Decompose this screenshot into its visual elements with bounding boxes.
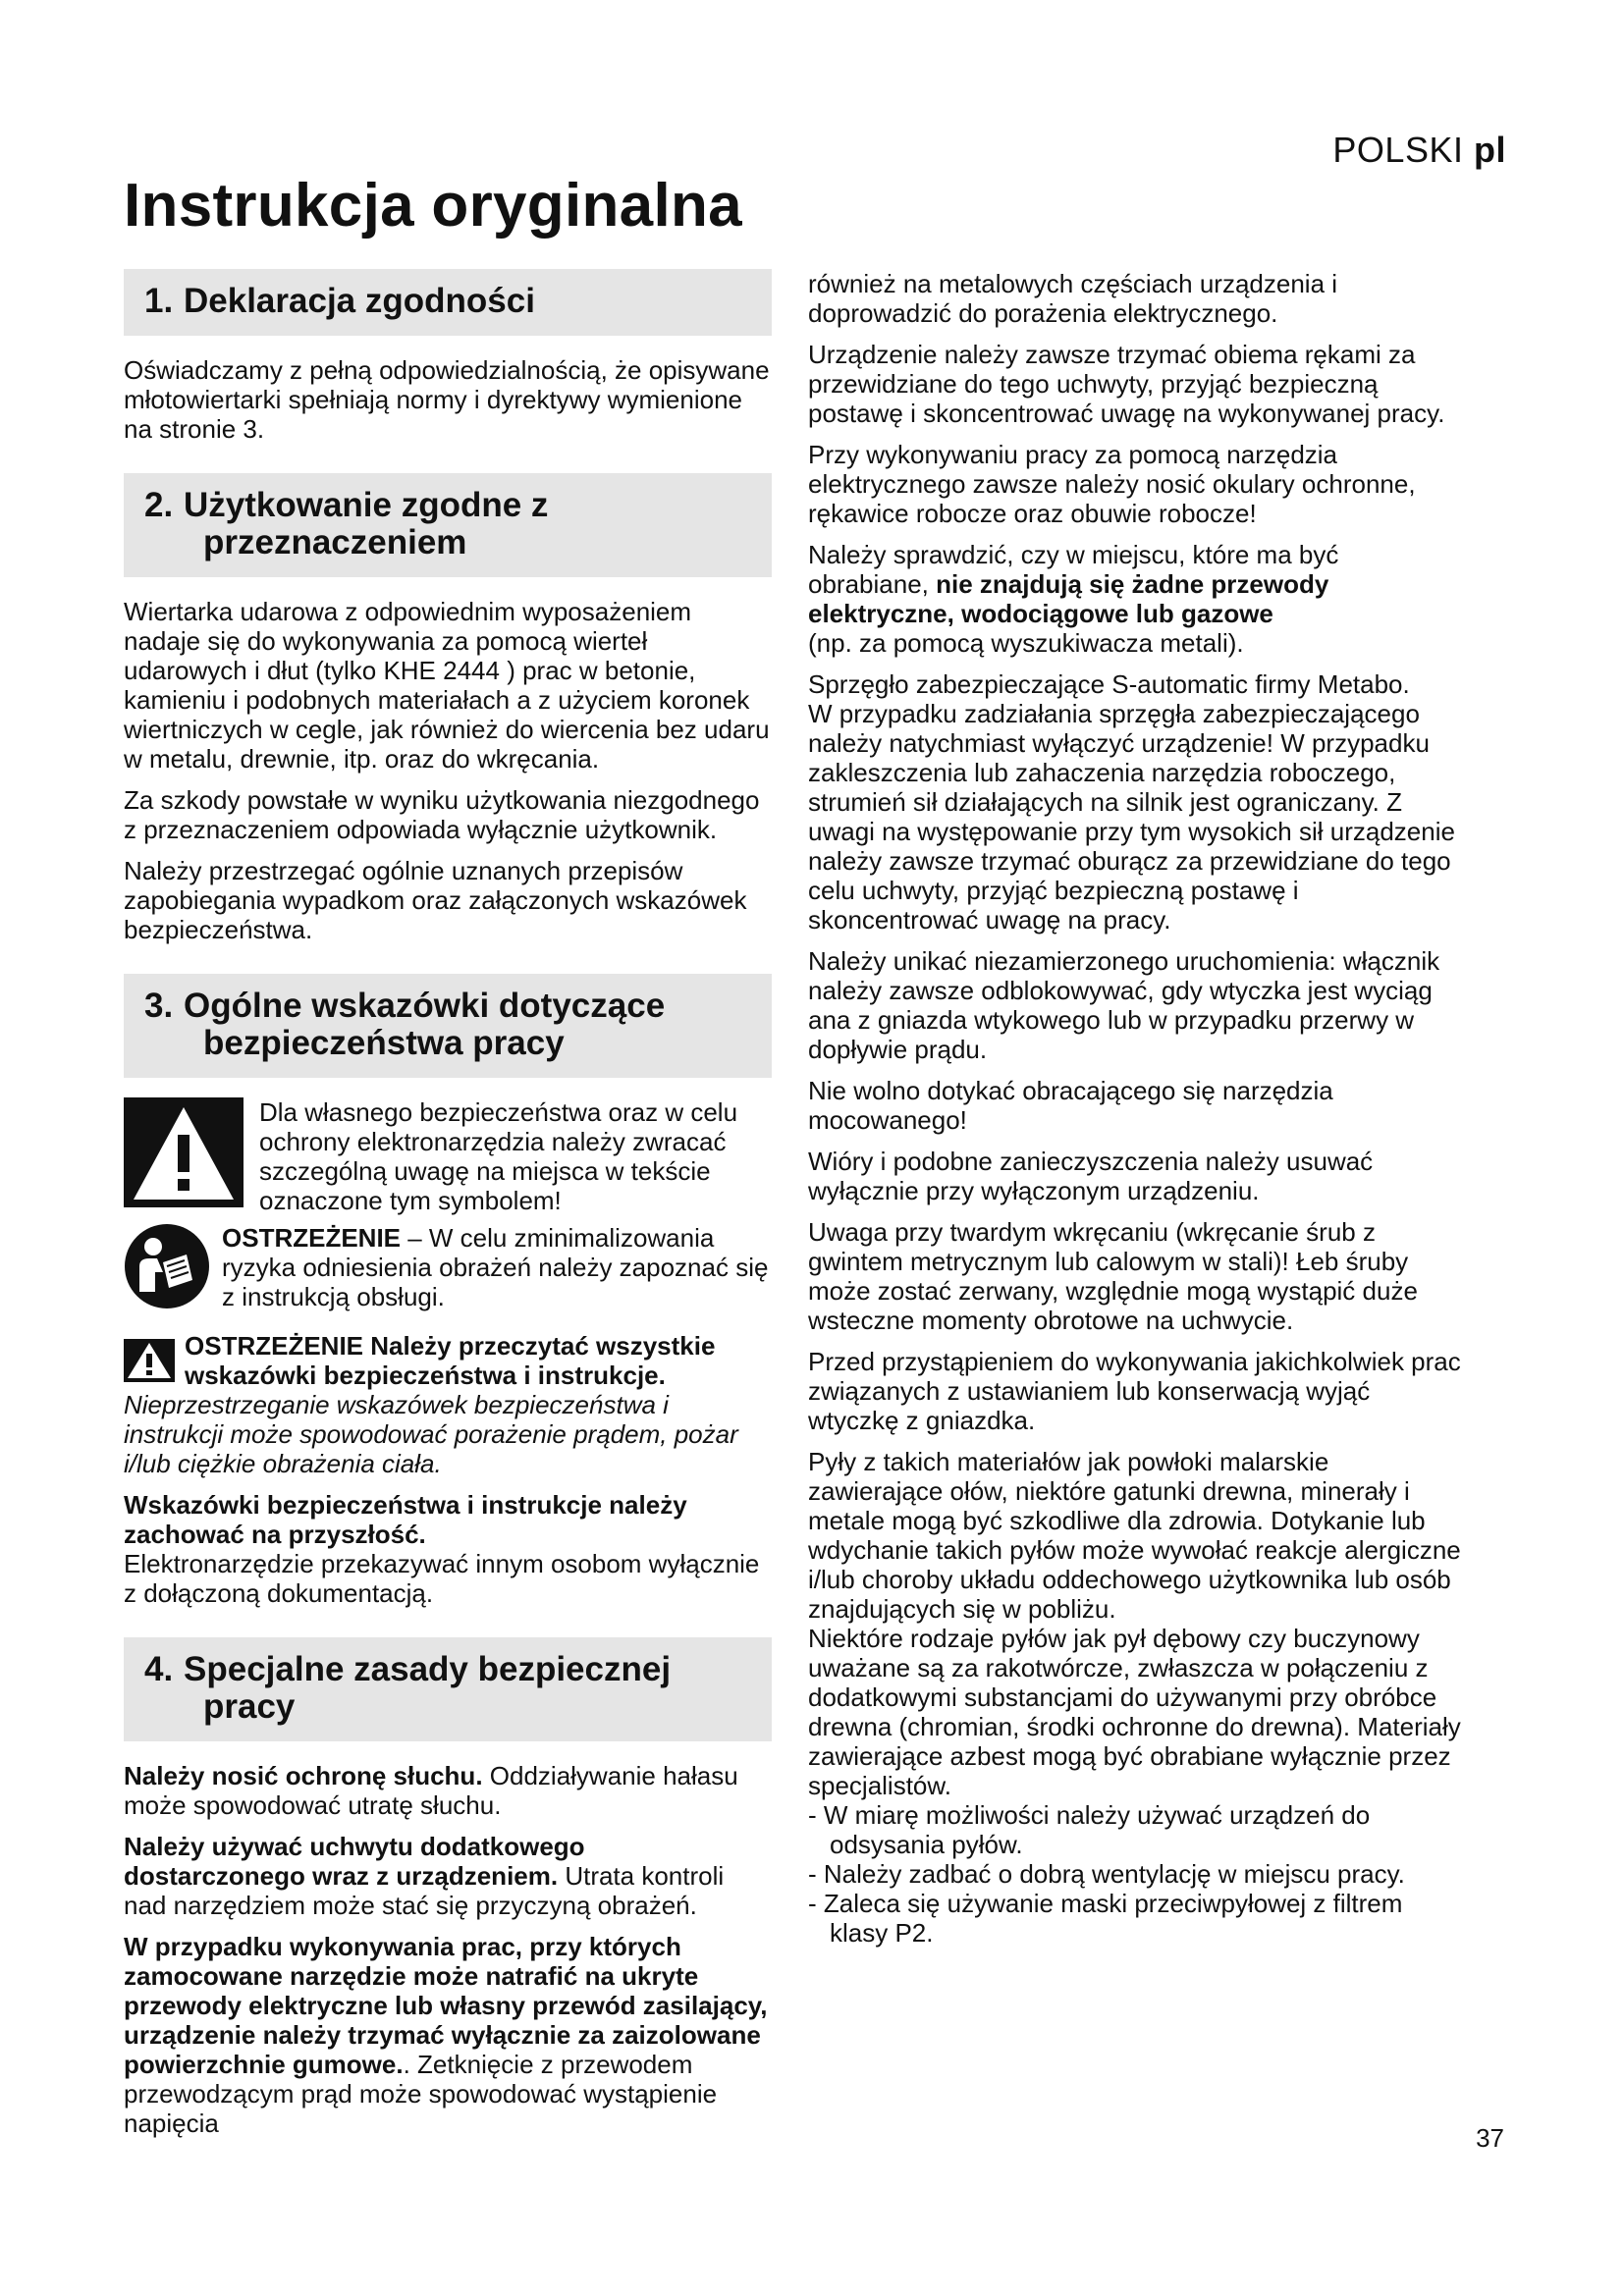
section-1-heading bbox=[124, 269, 772, 336]
right-p5-line1: Sprzęgło zabezpieczające S-automatic firmy Metabo. bbox=[808, 669, 1410, 699]
section-4-p3-text: . Zetknięcie z przewodem przewodzącym prąd może spowodować wystąpienie napięcia bbox=[124, 2050, 718, 2138]
read-manual-icon bbox=[124, 1223, 210, 1309]
safety-symbol-block bbox=[124, 1097, 772, 1215]
left-column bbox=[124, 269, 772, 2150]
list-item: - Należy zadbać o dobrą wentylację w miejscu pracy. bbox=[808, 1859, 1464, 1889]
right-paragraph-1: również na metalowych częściach urządzenia i doprowadzić do porażenia elektrycznego. bbox=[808, 269, 1338, 328]
section-2-title-line1: Użytkowanie zgodne z bbox=[184, 486, 549, 524]
warning-read-manual bbox=[222, 1223, 772, 1311]
safety-symbol-note: Dla własnego bezpieczeństwa oraz w celu ochrony elektronarzędzia należy zwracać szczególną uwagę na miejsca w tekście oznaczone tym symbolem! bbox=[259, 1097, 738, 1215]
section-1-title: Deklaracja zgodności bbox=[184, 282, 535, 320]
section-4-title-line2: pracy bbox=[203, 1687, 296, 1726]
page-number: 37 bbox=[1476, 2123, 1504, 2153]
right-paragraph-10: Przed przystąpieniem do wykonywania jakichkolwiek prac związanych z ustawianiem lub konserwacją wyjąć wtyczkę z gniazdka. bbox=[808, 1347, 1461, 1435]
section-4-p3-bold: W przypadku wykonywania prac, przy których zamocowane narzędzie może natrafić na ukryte przewody elektryczne lub własny przewód zasilający, urządzenie należy trzymać wyłącznie za zaizolowane powierzchnie gumowe. bbox=[124, 1932, 768, 2079]
language-code: pl bbox=[1474, 130, 1506, 170]
right-column bbox=[808, 269, 1464, 1948]
section-4-number: 4. bbox=[144, 1650, 174, 1688]
section-2-heading bbox=[124, 473, 772, 577]
section-2-paragraph-1: Wiertarka udarowa z odpowiednim wyposażeniem nadaje się do wykonywania za pomocą wierteł udarowych i dłut (tylko KHE 2444 ) prac w betonie, kamieniu i podobnych materiałach a z użyciem koronek wiertniczych w cegle, jak również do wiercenia bez udaru w metalu, drewnie, itp. oraz do wkręcania. bbox=[124, 597, 770, 774]
section-1-paragraph: Oświadczamy z pełną odpowiedzialnością, że opisywane młotowiertarki spełniają normy i dyrektywy wymienione na stronie 3. bbox=[124, 355, 770, 444]
read-manual-block bbox=[124, 1223, 772, 1323]
read-all-warnings-block bbox=[124, 1331, 772, 1490]
right-paragraph-3: Przy wykonywaniu pracy za pomocą narzędzia elektrycznego zawsze należy nosić okulary ochronne, rękawice robocze oraz obuwie robocze! bbox=[808, 440, 1416, 528]
keep-instructions-bold: Wskazówki bezpieczeństwa i instrukcje należy zachować na przyszłość. bbox=[124, 1490, 687, 1549]
right-paragraph-9: Uwaga przy twardym wkręcaniu (wkręcanie śrub z gwintem metrycznym lub calowym w stali)! Łeb śruby może zostać zerwany, względnie mogą wystąpić duże wsteczne momenty obrotowe na uchwycie. bbox=[808, 1217, 1418, 1335]
section-3-title-line2: bezpieczeństwa pracy bbox=[203, 1024, 565, 1062]
right-paragraph-5 bbox=[808, 669, 1464, 934]
right-paragraph-2: Urządzenie należy zawsze trzymać obiema rękami za przewidziane do tego uchwyty, przyjąć bezpieczną postawę i skoncentrować uwagę na wykonywanej pracy. bbox=[808, 340, 1445, 428]
section-2-paragraph-2: Za szkody powstałe w wyniku użytkowania niezgodnego z przeznaczeniem odpowiada wyłącznie użytkownik. bbox=[124, 785, 760, 844]
language-header bbox=[1332, 130, 1506, 171]
warning-triangle-icon bbox=[124, 1097, 244, 1207]
section-2-paragraph-3: Należy przestrzegać ogólnie uznanych przepisów zapobiegania wypadkom oraz załączonych wskazówek bezpieczeństwa. bbox=[124, 856, 747, 944]
right-p4-pre: Należy sprawdzić, czy w miejscu, które ma być obrabiane, bbox=[808, 540, 1339, 599]
section-4-paragraph-1 bbox=[124, 1761, 772, 1820]
section-4-heading bbox=[124, 1637, 772, 1741]
section-4-p1-text: Oddziaływanie hałasu może spowodować utratę słuchu. bbox=[124, 1761, 738, 1820]
list-item: - Zaleca się używanie maski przeciwpyłowej z filtrem klasy P2. bbox=[808, 1889, 1464, 1948]
right-p5-line2: W przypadku zadziałania sprzęgła zabezpieczającego należy natychmiast wyłączyć urządzenie! W przypadku zakleszczenia lub zahaczenia narzędzia roboczego, strumień sił działających na silnik jest ograniczany. Z uwagi na występowanie przy tym wysokich sił urządzenie należy zawsze trzymać oburącz za przewidziane do tego celu uchwyty, przyjąć bezpieczną postawę i skoncentrować uwagę na pracy. bbox=[808, 699, 1455, 934]
section-3-title-line1: Ogólne wskazówki dotyczące bbox=[184, 987, 666, 1025]
list-item: - W miarę możliwości należy używać urządzeń do odsysania pyłów. bbox=[808, 1800, 1464, 1859]
right-paragraph-7: Nie wolno dotykać obracającego się narzędzia mocowanego! bbox=[808, 1076, 1333, 1135]
section-2-title-line2: przeznaczeniem bbox=[203, 523, 467, 561]
section-4-p1-bold: Należy nosić ochronę słuchu. bbox=[124, 1761, 483, 1790]
right-paragraph-8: Wióry i podobne zanieczyszczenia należy usuwać wyłącznie przy wyłączonym urządzeniu. bbox=[808, 1147, 1374, 1205]
section-3-number: 3. bbox=[144, 987, 174, 1025]
section-2-number: 2. bbox=[144, 486, 174, 524]
section-4-title-line1: Specjalne zasady bezpiecznej bbox=[184, 1650, 672, 1688]
keep-instructions bbox=[124, 1490, 772, 1608]
right-p11-line1: Pyły z takich materiałów jak powłoki malarskie zawierające ołów, niektóre gatunki drewna, minerały i metale mogą być szkodliwe dla zdrowia. Dotykanie lub wdychanie takich pyłów może wywołać reakcje alergiczne i/lub choroby układu oddechowego użytkownika lub osób znajdujących się w pobliżu. bbox=[808, 1447, 1461, 1624]
dust-precautions-list bbox=[808, 1800, 1464, 1948]
right-paragraph-6: Należy unikać niezamierzonego uruchomienia: włącznik należy zawsze odblokowywać, gdy wtyczka jest wyciąg ana z gniazda wtykowego lub w przypadku przerwy w dopływie prądu. bbox=[808, 946, 1440, 1064]
warning-label: OSTRZEŻENIE bbox=[222, 1223, 402, 1253]
right-p11-line2: Niektóre rodzaje pyłów jak pył dębowy czy buczynowy uważane są za rakotwórcze, zwłaszcza w połączeniu z dodatkowymi substancjami do używanymi przy obróbce drewna (chromian, środki ochronne do drewna). Materiały zawierające azbest mogą być obrabiane wyłącznie przez specjalistów. bbox=[808, 1624, 1461, 1800]
warning-read-all bbox=[124, 1331, 772, 1478]
right-paragraph-11 bbox=[808, 1447, 1464, 1800]
right-p4-post: (np. za pomocą wyszukiwacza metali). bbox=[808, 628, 1244, 658]
small-warning-icon bbox=[124, 1339, 175, 1382]
language-name: POLSKI bbox=[1332, 130, 1464, 170]
section-4-paragraph-2 bbox=[124, 1832, 772, 1920]
document-title: Instrukcja oryginalna bbox=[124, 172, 742, 240]
section-4-paragraph-3 bbox=[124, 1932, 772, 2138]
keep-instructions-text: Elektronarzędzie przekazywać innym osobom wyłącznie z dołączoną dokumentacją. bbox=[124, 1549, 760, 1608]
section-4-p2-text: Utrata kontroli nad narzędziem może stać się przyczyną obrażeń. bbox=[124, 1861, 725, 1920]
warning-read-manual-text: – W celu zminimalizowania ryzyka odniesienia obrażeń należy zapoznać się z instrukcją obsługi. bbox=[222, 1223, 769, 1311]
right-paragraph-4 bbox=[808, 540, 1464, 658]
section-3-heading bbox=[124, 974, 772, 1078]
section-4-p2-bold: Należy używać uchwytu dodatkowego dostarczonego wraz z urządzeniem. bbox=[124, 1832, 585, 1891]
section-1-number: 1. bbox=[144, 282, 174, 320]
warning-read-all-bold: OSTRZEŻENIE Należy przeczytać wszystkie wskazówki bezpieczeństwa i instrukcje. bbox=[185, 1331, 716, 1390]
warning-read-all-italic: Nieprzestrzeganie wskazówek bezpieczeństwa i instrukcji może spowodować porażenie prądem, pożar i/lub ciężkie obrażenia ciała. bbox=[124, 1390, 738, 1478]
right-p4-bold: nie znajdują się żadne przewody elektryczne, wodociągowe lub gazowe bbox=[808, 569, 1329, 628]
